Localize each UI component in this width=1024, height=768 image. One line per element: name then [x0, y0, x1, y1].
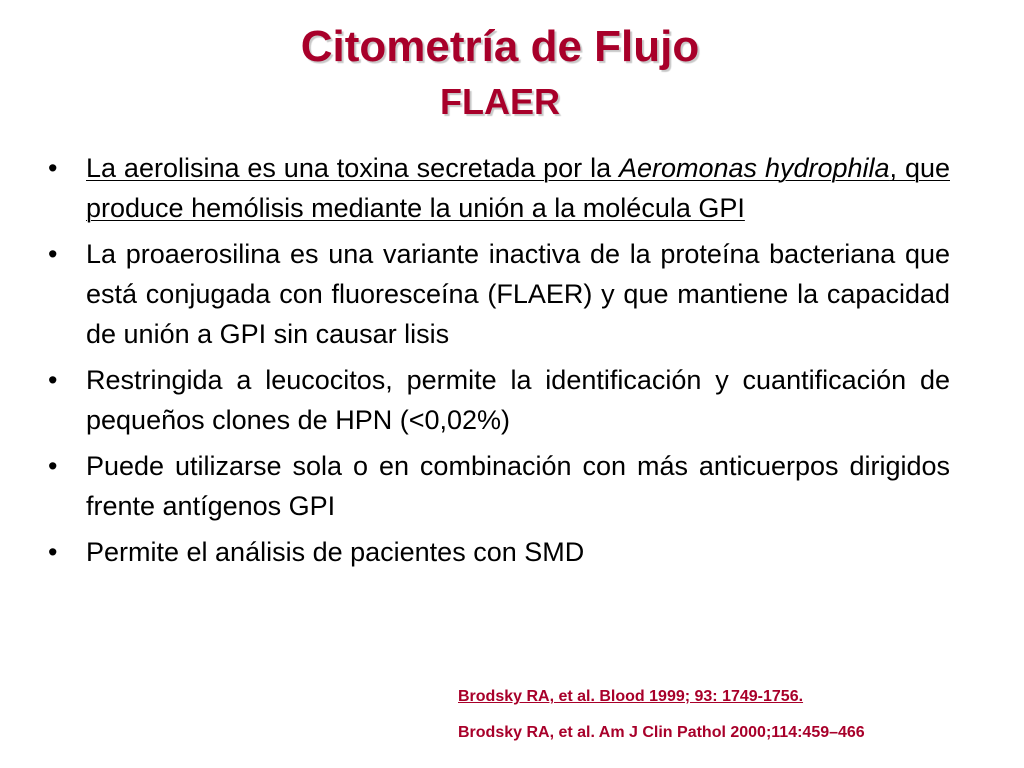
bullet-marker: •	[48, 365, 58, 395]
bullet-marker: •	[48, 537, 58, 567]
title-main: Citometría de Flujo	[300, 22, 700, 71]
bullet-text-italic: Aeromonas hydrophila	[618, 153, 890, 183]
title-subtitle: FLAER	[440, 81, 560, 122]
bullet-list	[48, 148, 950, 578]
slide-title	[0, 18, 1000, 126]
bullet-text: Permite el análisis de pacientes con SMD	[86, 537, 585, 567]
bullet-marker: •	[48, 153, 58, 183]
bullet-item	[48, 532, 950, 572]
bullet-text	[86, 153, 950, 223]
bullet-item	[48, 446, 950, 526]
bullet-item	[48, 234, 950, 354]
bullet-marker: •	[48, 239, 58, 269]
bullet-text-part: , que produce hemólisis mediante la unión a la molécula GPI	[86, 153, 950, 223]
reference-ajcp: Brodsky RA, et al. Am J Clin Pathol 2000;114:459–466	[458, 724, 865, 741]
bullet-text: La proaerosilina es una variante inactiva de la proteína bacteriana que está conjugada con fluoresceína (FLAER) y que mantiene la capacidad de unión a GPI sin causar lisis	[86, 239, 950, 349]
bullet-item	[48, 148, 950, 228]
bullet-text: Restringida a leucocitos, permite la identificación y cuantificación de pequeños clones de HPN (<0,02%)	[86, 365, 950, 435]
references	[458, 686, 865, 744]
bullet-text: Puede utilizarse sola o en combinación con más anticuerpos dirigidos frente antígenos GPI	[86, 451, 950, 521]
bullet-text-part: La aerolisina es una toxina secretada por la	[86, 153, 619, 183]
reference-link-blood[interactable]: Brodsky RA, et al. Blood 1999; 93: 1749-1756.	[458, 688, 804, 705]
bullet-item	[48, 360, 950, 440]
bullet-marker: •	[48, 451, 58, 481]
